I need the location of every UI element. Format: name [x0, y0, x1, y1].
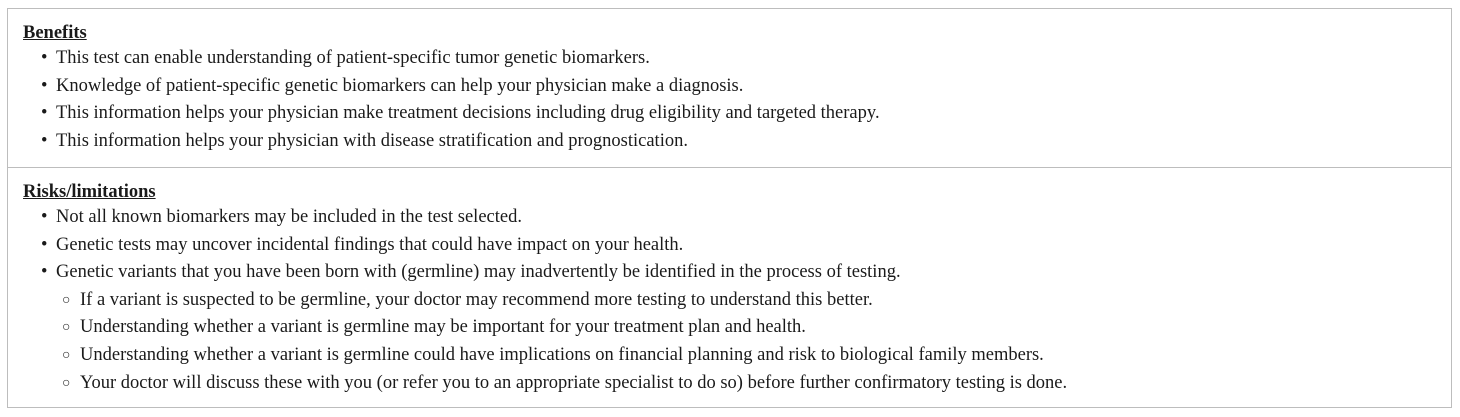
benefit-text: This information helps your physician with disease stratification and prognostication. — [56, 130, 688, 151]
risk-subitem-text: If a variant is suspected to be germline, your doctor may recommend more testing to understand this better. — [80, 289, 873, 310]
benefits-list — [23, 45, 1451, 155]
bullet-icon: • — [41, 234, 48, 255]
benefit-text: Knowledge of patient-specific genetic biomarkers can help your physician make a diagnosis. — [56, 75, 744, 96]
risks-section — [8, 167, 1451, 407]
hollow-bullet-icon: ○ — [62, 347, 71, 363]
risk-item — [23, 204, 1451, 232]
benefits-title: Benefits — [23, 23, 87, 43]
bullet-icon: • — [41, 103, 48, 124]
bullet-icon: • — [41, 207, 48, 227]
risk-subitem — [23, 342, 1451, 370]
risk-subitem-text: Understanding whether a variant is germline may be important for your treatment plan and health. — [80, 317, 806, 338]
bullet-icon: • — [41, 48, 48, 68]
benefit-item — [23, 73, 1451, 101]
benefit-item — [23, 45, 1451, 73]
risk-text: Not all known biomarkers may be included in the test selected. — [56, 207, 522, 227]
bullet-icon: • — [41, 130, 48, 151]
risks-title: Risks/limitations — [23, 182, 156, 202]
hollow-bullet-icon: ○ — [62, 375, 71, 391]
bullet-icon: • — [41, 262, 48, 283]
risk-item — [23, 232, 1451, 260]
benefit-item — [23, 100, 1451, 128]
risk-text: Genetic variants that you have been born with (germline) may inadvertently be identified in the process of testing. — [56, 262, 901, 283]
benefits-section — [8, 9, 1451, 167]
risk-subitem — [23, 287, 1451, 315]
benefits-risks-table — [7, 8, 1452, 408]
risk-subitem-text: Your doctor will discuss these with you (or refer you to an appropriate specialist to do so) before further confirmatory testing is done. — [80, 372, 1068, 393]
hollow-bullet-icon: ○ — [62, 292, 71, 308]
risk-subitem — [23, 370, 1451, 398]
risk-text: Genetic tests may uncover incidental findings that could have impact on your health. — [56, 234, 684, 255]
benefit-text: This information helps your physician make treatment decisions including drug eligibility and targeted therapy. — [56, 103, 880, 124]
risk-subitem-text: Understanding whether a variant is germline could have implications on financial planning and risk to biological family members. — [80, 344, 1044, 365]
benefit-text: This test can enable understanding of patient-specific tumor genetic biomarkers. — [56, 48, 650, 68]
hollow-bullet-icon: ○ — [62, 320, 71, 336]
risk-subitem — [23, 314, 1451, 342]
bullet-icon: • — [41, 75, 48, 96]
risks-list — [23, 204, 1451, 397]
benefit-item — [23, 128, 1451, 156]
risk-item — [23, 259, 1451, 287]
